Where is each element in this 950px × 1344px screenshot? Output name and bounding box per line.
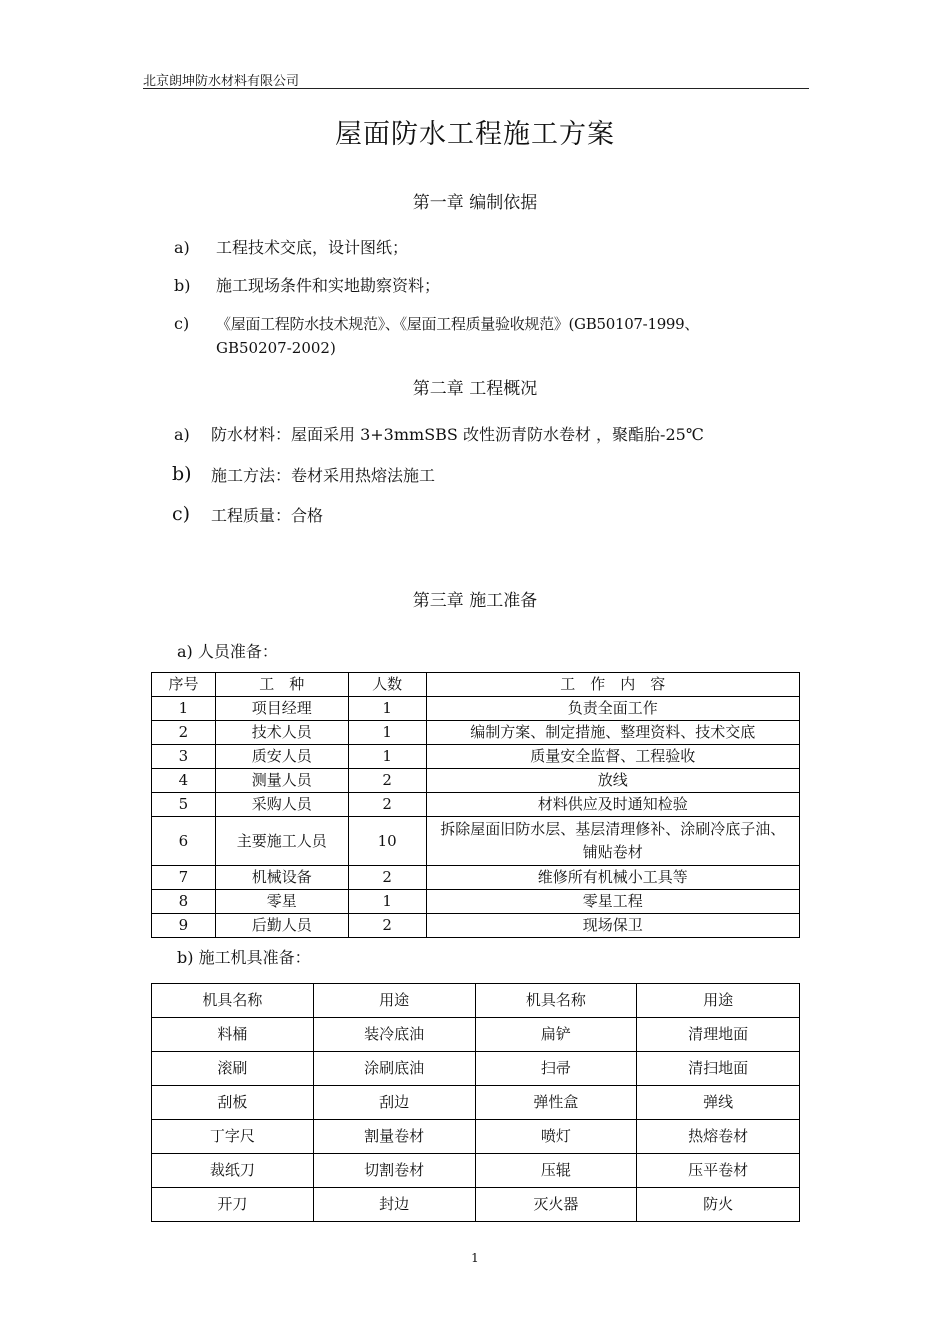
item-text-continuation: GB50207-2002) <box>216 339 336 357</box>
table-row <box>152 817 800 866</box>
item-marker: a) <box>174 425 190 444</box>
table-cell: 涂刷底油 <box>313 1052 475 1086</box>
table-cell: 编制方案、制定措施、整理资料、技术交底 <box>426 721 799 745</box>
item-text: 施工方法：卷材采用热熔法施工 <box>211 466 436 485</box>
table-row <box>152 769 800 793</box>
table-row <box>152 1052 800 1086</box>
table-cell: 拆除屋面旧防水层、基层清理修补、涂刷冷底子油、铺贴卷材 <box>426 817 799 866</box>
table-cell: 质量安全监督、工程验收 <box>426 745 799 769</box>
table-cell: 1 <box>348 890 426 914</box>
item-text: 施工现场条件和实地勘察资料； <box>216 276 441 295</box>
item-marker: c) <box>172 503 191 525</box>
table-cell: 机械设备 <box>215 866 348 890</box>
chapter-1-item-c <box>174 313 834 359</box>
header-cell: 人数 <box>348 673 426 697</box>
table-row <box>152 793 800 817</box>
table-cell: 扁铲 <box>475 1018 637 1052</box>
item-text: 工程技术交底，设计图纸； <box>216 238 409 257</box>
table-cell: 后勤人员 <box>215 914 348 938</box>
table-cell: 2 <box>348 769 426 793</box>
header-cell: 机具名称 <box>475 984 637 1018</box>
table-header-row <box>152 673 800 697</box>
chapter-2-heading: 第二章 工程概况 <box>412 379 538 399</box>
table-cell: 压辊 <box>475 1154 637 1188</box>
table-cell: 现场保卫 <box>426 914 799 938</box>
header-divider <box>143 88 809 89</box>
table-row <box>152 866 800 890</box>
chapter-3-heading: 第三章 施工准备 <box>412 591 538 611</box>
table-header-row <box>152 984 800 1018</box>
staff-section-label: a) 人员准备： <box>177 642 278 661</box>
staff-table <box>151 672 800 938</box>
page-number: 1 <box>471 1251 479 1265</box>
table-cell: 零星 <box>215 890 348 914</box>
table-cell: 采购人员 <box>215 793 348 817</box>
chapter-2-item-c <box>172 503 832 527</box>
table-cell: 2 <box>348 793 426 817</box>
header-company-name: 北京朗坤防水材料有限公司 <box>143 74 300 89</box>
table-cell: 1 <box>348 745 426 769</box>
table-cell: 7 <box>152 866 216 890</box>
table-row <box>152 721 800 745</box>
table-cell: 防火 <box>637 1188 800 1222</box>
table-cell: 装冷底油 <box>313 1018 475 1052</box>
table-cell: 9 <box>152 914 216 938</box>
table-cell: 3 <box>152 745 216 769</box>
table-cell: 割量卷材 <box>313 1120 475 1154</box>
item-marker: b) <box>174 276 191 295</box>
table-cell: 主要施工人员 <box>215 817 348 866</box>
table-cell: 8 <box>152 890 216 914</box>
table-cell: 滚刷 <box>152 1052 314 1086</box>
table-cell: 材料供应及时通知检验 <box>426 793 799 817</box>
table-cell: 放线 <box>426 769 799 793</box>
tools-table <box>151 983 800 1222</box>
table-cell: 1 <box>152 697 216 721</box>
table-cell: 2 <box>348 866 426 890</box>
table-cell: 技术人员 <box>215 721 348 745</box>
table-cell: 清理地面 <box>637 1018 800 1052</box>
header-cell: 用途 <box>313 984 475 1018</box>
table-cell: 切割卷材 <box>313 1154 475 1188</box>
table-row <box>152 1018 800 1052</box>
document-title: 屋面防水工程施工方案 <box>335 119 615 150</box>
table-cell: 2 <box>152 721 216 745</box>
table-row <box>152 1154 800 1188</box>
chapter-1-item-b <box>174 275 834 297</box>
table-row <box>152 1086 800 1120</box>
table-cell: 刮边 <box>313 1086 475 1120</box>
header-cell: 机具名称 <box>152 984 314 1018</box>
chapter-1-item-a <box>174 237 834 259</box>
table-cell: 封边 <box>313 1188 475 1222</box>
table-cell: 项目经理 <box>215 697 348 721</box>
table-cell: 质安人员 <box>215 745 348 769</box>
table-row <box>152 697 800 721</box>
table-cell: 热熔卷材 <box>637 1120 800 1154</box>
table-cell: 零星工程 <box>426 890 799 914</box>
table-cell: 4 <box>152 769 216 793</box>
table-cell: 维修所有机械小工具等 <box>426 866 799 890</box>
table-cell: 2 <box>348 914 426 938</box>
item-text: 工程质量：合格 <box>211 506 324 525</box>
table-cell: 刮板 <box>152 1086 314 1120</box>
item-marker: c) <box>174 314 190 333</box>
table-cell: 弹线 <box>637 1086 800 1120</box>
table-cell: 压平卷材 <box>637 1154 800 1188</box>
header-cell: 工 作 内 容 <box>426 673 799 697</box>
table-cell: 1 <box>348 697 426 721</box>
header-cell: 用途 <box>637 984 800 1018</box>
table-cell: 6 <box>152 817 216 866</box>
chapter-2-item-a <box>174 424 834 446</box>
table-row <box>152 1188 800 1222</box>
table-row <box>152 890 800 914</box>
table-row <box>152 745 800 769</box>
chapter-1-heading: 第一章 编制依据 <box>412 193 538 213</box>
item-marker: b) <box>172 463 192 485</box>
item-text: 防水材料：屋面采用 3+3mmSBS 改性沥青防水卷材 ，聚酯胎-25℃ <box>211 425 704 444</box>
table-cell: 扫帚 <box>475 1052 637 1086</box>
table-cell: 10 <box>348 817 426 866</box>
header-cell: 序号 <box>152 673 216 697</box>
table-cell: 负责全面工作 <box>426 697 799 721</box>
table-cell: 清扫地面 <box>637 1052 800 1086</box>
table-cell: 裁纸刀 <box>152 1154 314 1188</box>
table-cell: 测量人员 <box>215 769 348 793</box>
item-text: 《屋面工程防水技术规范》、《屋面工程质量验收规范》(GB50107-1999、 <box>216 315 700 333</box>
table-cell: 料桶 <box>152 1018 314 1052</box>
table-cell: 1 <box>348 721 426 745</box>
header-cell: 工 种 <box>215 673 348 697</box>
table-cell: 弹性盒 <box>475 1086 637 1120</box>
tools-section-label: b) 施工机具准备： <box>177 948 311 967</box>
table-cell: 丁字尺 <box>152 1120 314 1154</box>
table-cell: 开刀 <box>152 1188 314 1222</box>
item-marker: a) <box>174 238 190 257</box>
table-cell: 5 <box>152 793 216 817</box>
table-row <box>152 1120 800 1154</box>
table-cell: 喷灯 <box>475 1120 637 1154</box>
table-row <box>152 914 800 938</box>
chapter-2-item-b <box>172 463 832 487</box>
table-cell: 灭火器 <box>475 1188 637 1222</box>
